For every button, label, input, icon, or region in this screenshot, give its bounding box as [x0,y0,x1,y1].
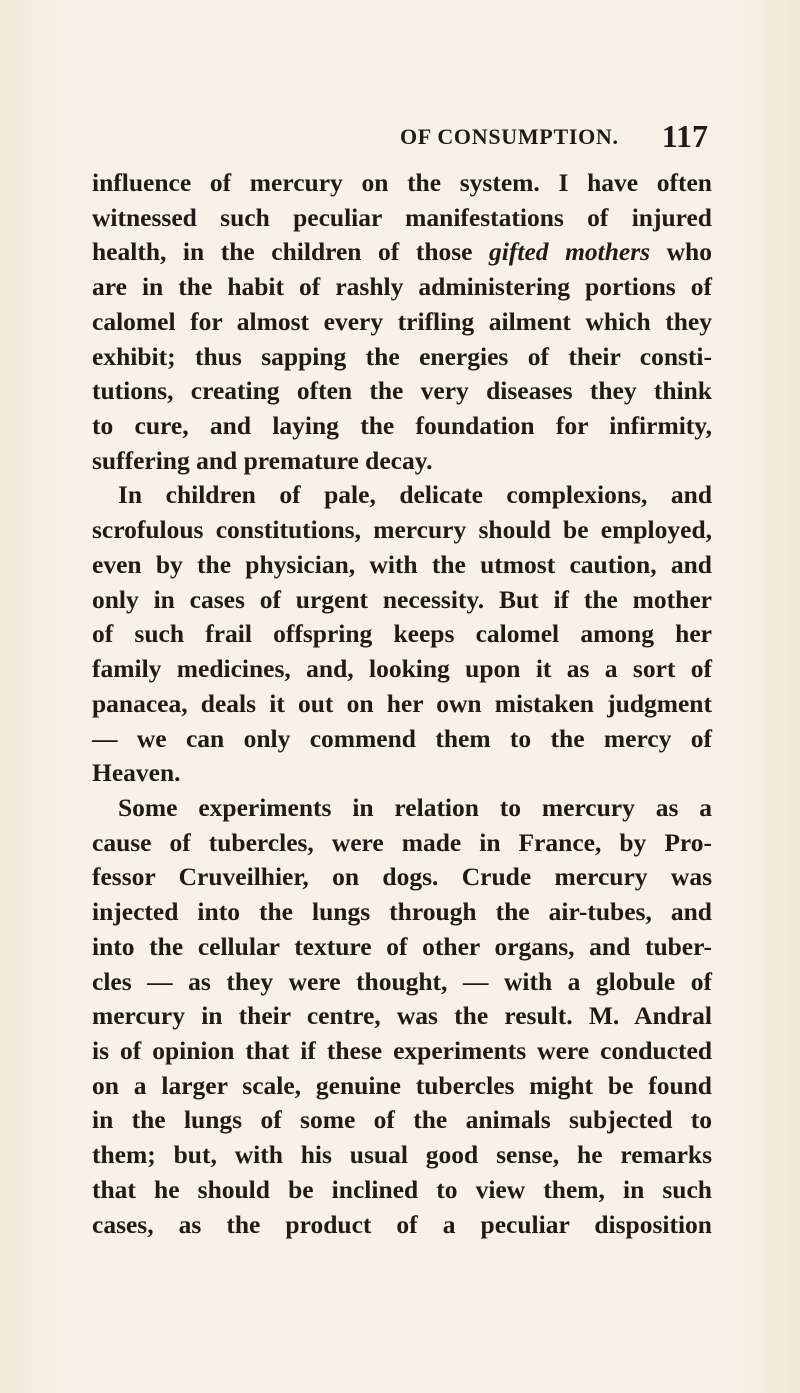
text-line: exhibit; thus sapping the energies of their consti- [92,341,712,371]
text-line: family medicines, and, looking upon it as a sort of [92,654,712,684]
text-line: only in cases of urgent necessity. But if the mother [92,584,712,614]
text-line: fessor Cruveilhier, on dogs. Crude mercury was [92,862,712,892]
italic-phrase: gifted mothers [489,237,651,267]
running-title: OF CONSUMPTION. [400,124,619,149]
text-line: to cure, and laying the foundation for infirmity, [92,411,712,441]
text-line: tutions, creating often the very diseases they think [92,376,712,406]
text-line: even by the physician, with the utmost caution, and [92,549,712,579]
text-line: In children of pale, delicate complexions, and [118,480,712,510]
text-line: injected into the lungs through the air-tubes, and [92,897,712,927]
text-line: into the cellular texture of other organs, and tuber- [92,931,712,961]
text-line: are in the habit of rashly administering portions of [92,272,712,302]
text-line-segment: who [650,237,712,267]
body-text [92,166,712,1242]
text-line: cases, as the product of a peculiar disposition [92,1209,712,1239]
page-number: 117 [661,118,708,154]
text-line: panacea, deals it out on her own mistaken judgment [92,688,712,718]
text-line: suffering and premature decay. [92,445,433,475]
text-line: on a larger scale, genuine tubercles might be found [92,1070,712,1100]
text-line: cles — as they were thought, — with a globule of [92,966,712,996]
running-head [400,118,708,152]
text-line: in the lungs of some of the animals subjected to [92,1105,712,1135]
text-line: influence of mercury on the system. I have often [92,168,712,197]
text-line: calomel for almost every trifling ailment which they [92,306,712,336]
text-line: them; but, with his usual good sense, he remarks [92,1140,712,1170]
text-line: scrofulous constitutions, mercury should be employed, [92,515,712,545]
text-line: cause of tubercles, were made in France, by Pro- [92,827,712,857]
text-line: Some experiments in relation to mercury as a [118,792,712,822]
text-line: that he should be inclined to view them, in such [92,1174,712,1204]
text-line: is of opinion that if these experiments were conducted [92,1035,712,1065]
text-line [92,235,712,270]
text-line-segment: health, in the children of those [92,237,490,267]
text-line: mercury in their centre, was the result. M. Andral [92,1001,712,1031]
text-line: witnessed such peculiar manifestations of injured [92,202,712,232]
text-line: — we can only commend them to the mercy of [92,723,712,753]
text-line: of such frail offspring keeps calomel among her [92,619,712,649]
text-line: Heaven. [92,758,181,788]
